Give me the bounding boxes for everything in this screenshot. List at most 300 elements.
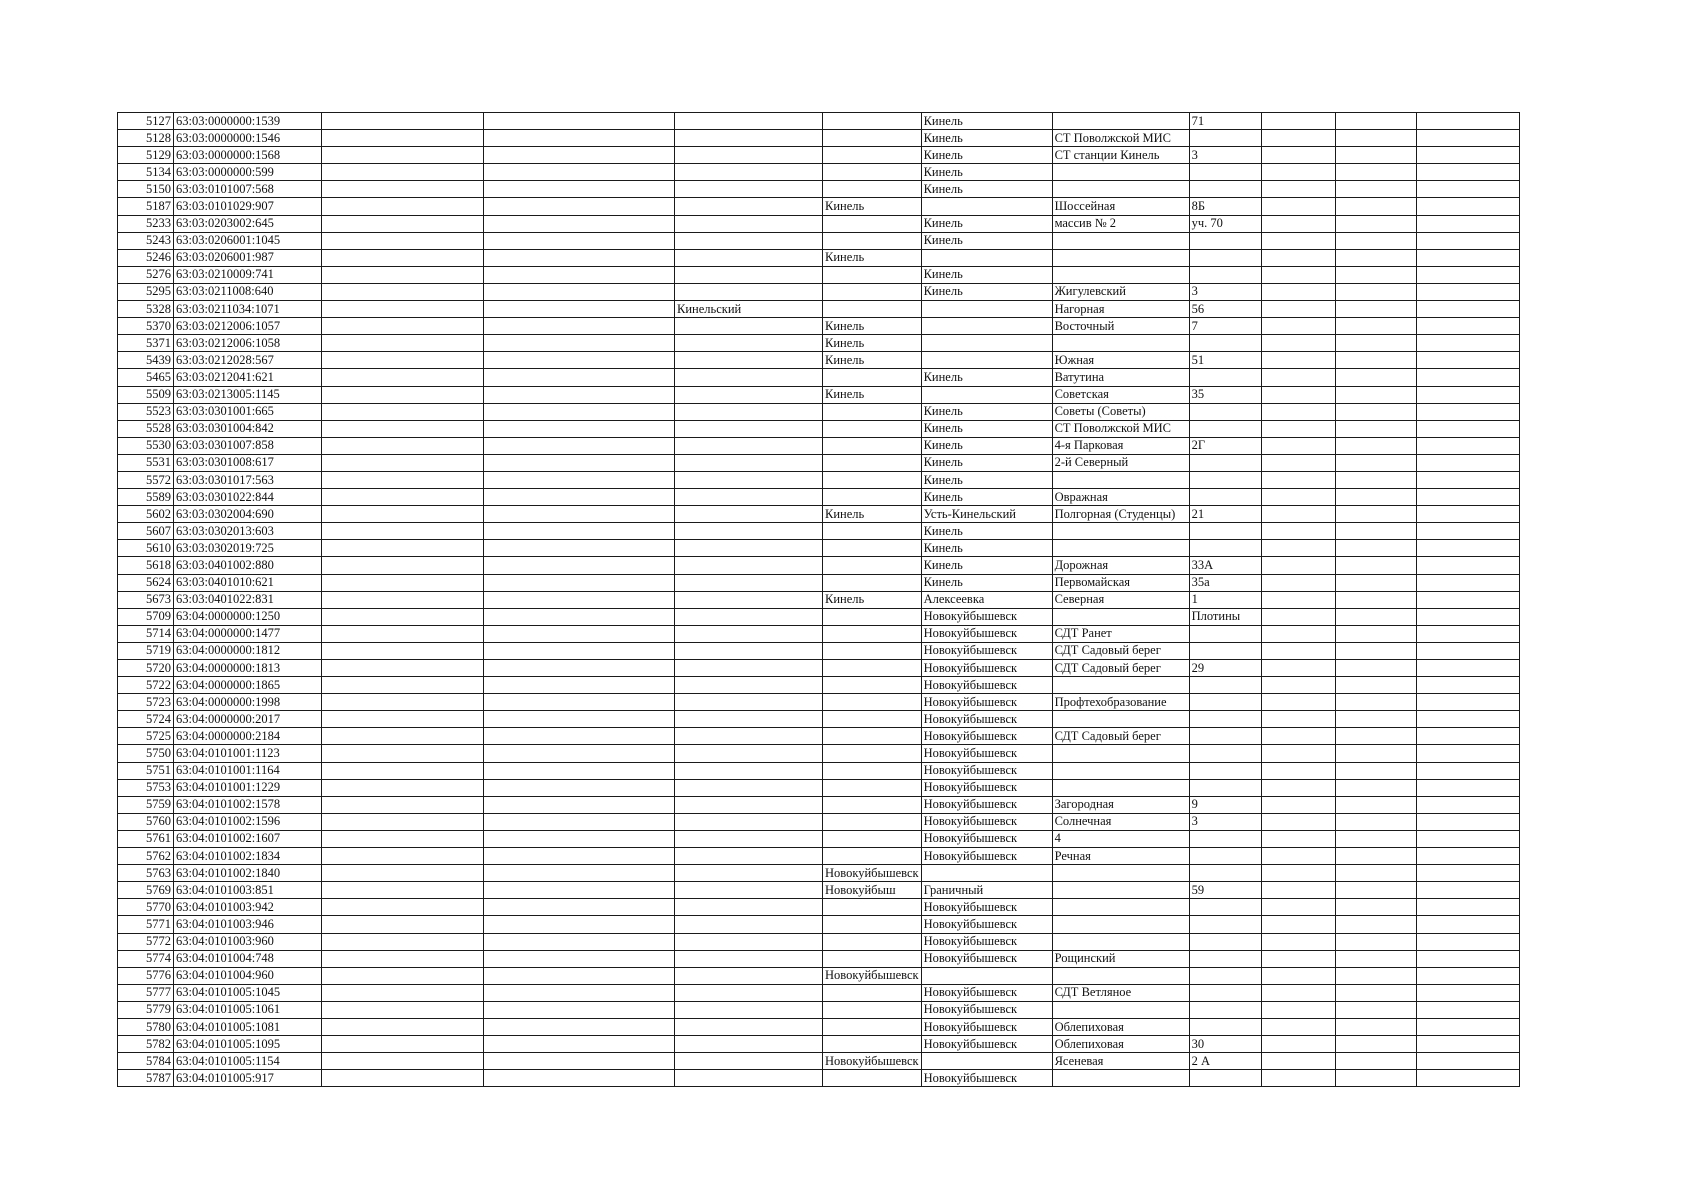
cell-col3 — [322, 420, 484, 437]
cell-house — [1189, 1001, 1261, 1018]
cell-house: 1 — [1189, 591, 1261, 608]
cell-cadastral-number: 63:03:0000000:599 — [174, 164, 322, 181]
cell-cadastral-number: 63:03:0000000:1546 — [174, 130, 322, 147]
cell-street: Овражная — [1052, 489, 1189, 506]
cell-district — [675, 848, 823, 865]
cell-cadastral-number: 63:03:0101029:907 — [174, 198, 322, 215]
cell-district — [675, 950, 823, 967]
cell-locality: Кинель — [921, 215, 1052, 232]
cell-col3 — [322, 1053, 484, 1070]
cell-locality: Новокуйбышевск — [921, 660, 1052, 677]
cell-street — [1052, 1001, 1189, 1018]
cell-row-number: 5770 — [118, 899, 174, 916]
cell-street: Нагорная — [1052, 301, 1189, 318]
cell-col10 — [1261, 557, 1335, 574]
cell-row-number: 5777 — [118, 984, 174, 1001]
cell-street: Солнечная — [1052, 813, 1189, 830]
cell-col4 — [484, 642, 675, 659]
cell-col10 — [1261, 540, 1335, 557]
cell-district — [675, 523, 823, 540]
cell-col3 — [322, 198, 484, 215]
cell-street: Северная — [1052, 591, 1189, 608]
cell-cadastral-number: 63:03:0211008:640 — [174, 283, 322, 300]
cell-col3 — [322, 967, 484, 984]
cell-col4 — [484, 335, 675, 352]
cell-cadastral-number: 63:03:0212006:1058 — [174, 335, 322, 352]
cell-house — [1189, 694, 1261, 711]
cell-row-number: 5371 — [118, 335, 174, 352]
cell-row-number: 5128 — [118, 130, 174, 147]
cell-col3 — [322, 506, 484, 523]
cell-street: Восточный — [1052, 318, 1189, 335]
cell-locality: Новокуйбышевск — [921, 1036, 1052, 1053]
cell-col4 — [484, 813, 675, 830]
cell-col11 — [1335, 249, 1416, 266]
cell-col3 — [322, 471, 484, 488]
cell-col3 — [322, 779, 484, 796]
cell-row-number: 5751 — [118, 762, 174, 779]
cell-col10 — [1261, 335, 1335, 352]
table-row — [118, 1018, 1520, 1035]
cell-col4 — [484, 164, 675, 181]
cell-house — [1189, 779, 1261, 796]
table-row — [118, 1001, 1520, 1018]
cell-city — [823, 164, 922, 181]
cell-col11 — [1335, 642, 1416, 659]
cell-district — [675, 677, 823, 694]
cell-col3 — [322, 745, 484, 762]
cell-col3 — [322, 369, 484, 386]
cell-district — [675, 608, 823, 625]
cell-city — [823, 796, 922, 813]
cell-col11 — [1335, 950, 1416, 967]
cell-col4 — [484, 130, 675, 147]
table-row — [118, 728, 1520, 745]
cell-col11 — [1335, 164, 1416, 181]
cell-locality — [921, 335, 1052, 352]
cell-cadastral-number: 63:03:0301007:858 — [174, 437, 322, 454]
cell-cadastral-number: 63:04:0000000:2184 — [174, 728, 322, 745]
cell-house: 29 — [1189, 660, 1261, 677]
cell-col11 — [1335, 813, 1416, 830]
cell-row-number: 5602 — [118, 506, 174, 523]
cell-col4 — [484, 471, 675, 488]
cell-cadastral-number: 63:04:0101005:1154 — [174, 1053, 322, 1070]
cell-locality: Новокуйбышевск — [921, 694, 1052, 711]
cell-col4 — [484, 181, 675, 198]
cell-city — [823, 711, 922, 728]
cell-locality: Кинель — [921, 523, 1052, 540]
cell-col12 — [1416, 779, 1519, 796]
cell-col11 — [1335, 301, 1416, 318]
cell-col4 — [484, 1001, 675, 1018]
cell-cadastral-number: 63:04:0101004:748 — [174, 950, 322, 967]
cell-col10 — [1261, 950, 1335, 967]
cell-col4 — [484, 266, 675, 283]
cell-col10 — [1261, 386, 1335, 403]
cell-col3 — [322, 728, 484, 745]
cell-col4 — [484, 711, 675, 728]
cell-col4 — [484, 1070, 675, 1087]
cell-street — [1052, 523, 1189, 540]
cell-cadastral-number: 63:04:0101002:1840 — [174, 865, 322, 882]
cell-locality — [921, 1053, 1052, 1070]
cell-street: Шоссейная — [1052, 198, 1189, 215]
cell-col11 — [1335, 471, 1416, 488]
cell-col11 — [1335, 130, 1416, 147]
cell-col11 — [1335, 215, 1416, 232]
cell-cadastral-number: 63:04:0101005:1081 — [174, 1018, 322, 1035]
cell-house — [1189, 984, 1261, 1001]
cell-col10 — [1261, 762, 1335, 779]
cell-col10 — [1261, 232, 1335, 249]
cell-city — [823, 301, 922, 318]
cell-district: Кинельский — [675, 301, 823, 318]
cell-district — [675, 198, 823, 215]
cell-col10 — [1261, 420, 1335, 437]
cell-city — [823, 1001, 922, 1018]
cell-street: массив № 2 — [1052, 215, 1189, 232]
cell-locality: Новокуйбышевск — [921, 762, 1052, 779]
cell-district — [675, 540, 823, 557]
cell-col3 — [322, 848, 484, 865]
cell-col3 — [322, 694, 484, 711]
cell-district — [675, 865, 823, 882]
cell-city — [823, 574, 922, 591]
cell-street — [1052, 608, 1189, 625]
cell-street: СТ станции Кинель — [1052, 147, 1189, 164]
cell-locality: Новокуйбышевск — [921, 813, 1052, 830]
cell-col4 — [484, 848, 675, 865]
cell-locality: Новокуйбышевск — [921, 745, 1052, 762]
table-row — [118, 830, 1520, 847]
cell-col4 — [484, 779, 675, 796]
cell-cadastral-number: 63:04:0101002:1834 — [174, 848, 322, 865]
table-row — [118, 164, 1520, 181]
cell-house — [1189, 181, 1261, 198]
cell-col10 — [1261, 130, 1335, 147]
cell-col4 — [484, 677, 675, 694]
cell-cadastral-number: 63:04:0000000:1812 — [174, 642, 322, 659]
cell-cadastral-number: 63:03:0301004:842 — [174, 420, 322, 437]
cell-row-number: 5530 — [118, 437, 174, 454]
table-row — [118, 865, 1520, 882]
cell-col3 — [322, 335, 484, 352]
cell-row-number: 5784 — [118, 1053, 174, 1070]
cell-street: Загородная — [1052, 796, 1189, 813]
cell-col11 — [1335, 830, 1416, 847]
cell-col4 — [484, 454, 675, 471]
cell-col10 — [1261, 779, 1335, 796]
cell-city — [823, 557, 922, 574]
cell-cadastral-number: 63:03:0401002:880 — [174, 557, 322, 574]
cell-col12 — [1416, 796, 1519, 813]
cell-city — [823, 830, 922, 847]
cell-city: Кинель — [823, 352, 922, 369]
cell-col4 — [484, 113, 675, 130]
cell-street: Ватутина — [1052, 369, 1189, 386]
cell-col11 — [1335, 848, 1416, 865]
cell-street: Дорожная — [1052, 557, 1189, 574]
cell-street: Советская — [1052, 386, 1189, 403]
cell-col11 — [1335, 865, 1416, 882]
cell-row-number: 5150 — [118, 181, 174, 198]
cell-col3 — [322, 181, 484, 198]
cell-col4 — [484, 420, 675, 437]
cell-district — [675, 830, 823, 847]
cell-street — [1052, 1070, 1189, 1087]
cell-cadastral-number: 63:04:0101002:1578 — [174, 796, 322, 813]
cell-row-number: 5246 — [118, 249, 174, 266]
cell-col10 — [1261, 677, 1335, 694]
cell-row-number: 5370 — [118, 318, 174, 335]
cell-locality: Новокуйбышевск — [921, 984, 1052, 1001]
cell-district — [675, 1070, 823, 1087]
table-row — [118, 386, 1520, 403]
cell-row-number: 5714 — [118, 625, 174, 642]
cell-col12 — [1416, 660, 1519, 677]
cell-col11 — [1335, 728, 1416, 745]
cell-col12 — [1416, 403, 1519, 420]
cell-district — [675, 403, 823, 420]
cell-district — [675, 711, 823, 728]
table-row — [118, 283, 1520, 300]
cell-row-number: 5782 — [118, 1036, 174, 1053]
cell-district — [675, 489, 823, 506]
cell-col11 — [1335, 420, 1416, 437]
table-row — [118, 642, 1520, 659]
cell-locality: Новокуйбышевск — [921, 950, 1052, 967]
cell-city — [823, 420, 922, 437]
cell-house — [1189, 489, 1261, 506]
cell-col10 — [1261, 745, 1335, 762]
cell-col11 — [1335, 625, 1416, 642]
cell-col4 — [484, 523, 675, 540]
cell-col3 — [322, 557, 484, 574]
cell-col12 — [1416, 232, 1519, 249]
table-row — [118, 967, 1520, 984]
cell-col3 — [322, 301, 484, 318]
cell-col4 — [484, 557, 675, 574]
cell-col10 — [1261, 1036, 1335, 1053]
cell-col12 — [1416, 1036, 1519, 1053]
cell-row-number: 5276 — [118, 266, 174, 283]
cell-col11 — [1335, 608, 1416, 625]
cell-locality: Новокуйбышевск — [921, 677, 1052, 694]
cell-col3 — [322, 591, 484, 608]
cell-house — [1189, 762, 1261, 779]
table-row — [118, 318, 1520, 335]
cell-house — [1189, 335, 1261, 352]
cell-locality: Кинель — [921, 420, 1052, 437]
cell-street: 4-я Парковая — [1052, 437, 1189, 454]
table-row — [118, 848, 1520, 865]
cell-district — [675, 266, 823, 283]
cell-house — [1189, 950, 1261, 967]
cell-col4 — [484, 591, 675, 608]
cell-row-number: 5243 — [118, 232, 174, 249]
cell-row-number: 5610 — [118, 540, 174, 557]
cell-locality: Новокуйбышевск — [921, 796, 1052, 813]
cell-district — [675, 1001, 823, 1018]
cell-city — [823, 437, 922, 454]
cell-district — [675, 130, 823, 147]
cell-street — [1052, 711, 1189, 728]
cell-house: 56 — [1189, 301, 1261, 318]
cell-col3 — [322, 215, 484, 232]
cell-city: Кинель — [823, 318, 922, 335]
cell-locality: Граничный — [921, 882, 1052, 899]
cell-cadastral-number: 63:04:0101003:960 — [174, 933, 322, 950]
cell-street: Первомайская — [1052, 574, 1189, 591]
cell-col3 — [322, 830, 484, 847]
cell-cadastral-number: 63:03:0203002:645 — [174, 215, 322, 232]
table-row — [118, 745, 1520, 762]
table-row — [118, 232, 1520, 249]
cell-house — [1189, 728, 1261, 745]
cell-col11 — [1335, 369, 1416, 386]
cell-col11 — [1335, 540, 1416, 557]
cell-col12 — [1416, 506, 1519, 523]
cell-district — [675, 335, 823, 352]
cell-street — [1052, 916, 1189, 933]
cell-col10 — [1261, 711, 1335, 728]
cell-col3 — [322, 489, 484, 506]
cell-col11 — [1335, 557, 1416, 574]
cell-cadastral-number: 63:04:0101005:1061 — [174, 1001, 322, 1018]
cell-col12 — [1416, 369, 1519, 386]
cell-locality: Новокуйбышевск — [921, 916, 1052, 933]
cell-col4 — [484, 745, 675, 762]
cell-district — [675, 984, 823, 1001]
cell-col11 — [1335, 677, 1416, 694]
cell-row-number: 5759 — [118, 796, 174, 813]
cell-col12 — [1416, 557, 1519, 574]
cell-col3 — [322, 1001, 484, 1018]
table-row — [118, 420, 1520, 437]
cell-city — [823, 369, 922, 386]
cell-col12 — [1416, 301, 1519, 318]
table-row — [118, 779, 1520, 796]
cell-col4 — [484, 1018, 675, 1035]
cell-cadastral-number: 63:03:0401022:831 — [174, 591, 322, 608]
cell-house — [1189, 540, 1261, 557]
cell-col10 — [1261, 728, 1335, 745]
cell-col11 — [1335, 779, 1416, 796]
table-row — [118, 249, 1520, 266]
cell-row-number: 5531 — [118, 454, 174, 471]
cell-city: Новокуйбышевск — [823, 967, 922, 984]
cell-col3 — [322, 950, 484, 967]
table-row — [118, 352, 1520, 369]
cell-col10 — [1261, 164, 1335, 181]
cell-col4 — [484, 660, 675, 677]
cell-col11 — [1335, 899, 1416, 916]
cell-house: 35а — [1189, 574, 1261, 591]
table-row — [118, 694, 1520, 711]
cell-col12 — [1416, 1053, 1519, 1070]
cell-cadastral-number: 63:04:0101001:1164 — [174, 762, 322, 779]
table-row — [118, 471, 1520, 488]
cell-locality — [921, 865, 1052, 882]
cell-row-number: 5760 — [118, 813, 174, 830]
cell-city — [823, 454, 922, 471]
cell-col4 — [484, 950, 675, 967]
cell-row-number: 5607 — [118, 523, 174, 540]
cell-cadastral-number: 63:03:0213005:1145 — [174, 386, 322, 403]
cell-col12 — [1416, 454, 1519, 471]
table-row — [118, 266, 1520, 283]
cell-row-number: 5787 — [118, 1070, 174, 1087]
cell-cadastral-number: 63:03:0212006:1057 — [174, 318, 322, 335]
cell-locality: Кинель — [921, 266, 1052, 283]
cell-house — [1189, 865, 1261, 882]
cell-locality — [921, 198, 1052, 215]
cell-col10 — [1261, 796, 1335, 813]
cell-col4 — [484, 437, 675, 454]
cell-row-number: 5187 — [118, 198, 174, 215]
table-row — [118, 369, 1520, 386]
cell-district — [675, 1053, 823, 1070]
cell-col3 — [322, 523, 484, 540]
cell-house — [1189, 848, 1261, 865]
cell-col10 — [1261, 403, 1335, 420]
cell-district — [675, 660, 823, 677]
table-row — [118, 984, 1520, 1001]
cell-col12 — [1416, 1018, 1519, 1035]
cell-col4 — [484, 386, 675, 403]
cell-col12 — [1416, 437, 1519, 454]
cell-col11 — [1335, 591, 1416, 608]
cell-cadastral-number: 63:04:0101003:942 — [174, 899, 322, 916]
cell-col12 — [1416, 745, 1519, 762]
cell-col12 — [1416, 318, 1519, 335]
cell-col12 — [1416, 335, 1519, 352]
cell-house — [1189, 249, 1261, 266]
cell-locality: Кинель — [921, 454, 1052, 471]
table-row — [118, 198, 1520, 215]
cell-locality: Новокуйбышевск — [921, 1070, 1052, 1087]
cell-col12 — [1416, 523, 1519, 540]
cell-col3 — [322, 540, 484, 557]
cell-col4 — [484, 489, 675, 506]
cell-cadastral-number: 63:03:0302019:725 — [174, 540, 322, 557]
cell-cadastral-number: 63:04:0101002:1607 — [174, 830, 322, 847]
cell-col11 — [1335, 489, 1416, 506]
cell-cadastral-number: 63:04:0000000:1813 — [174, 660, 322, 677]
cell-col12 — [1416, 950, 1519, 967]
cell-locality: Кинель — [921, 130, 1052, 147]
cell-col3 — [322, 232, 484, 249]
cell-city — [823, 523, 922, 540]
cell-city — [823, 728, 922, 745]
cell-col4 — [484, 1053, 675, 1070]
cell-city: Новокуйбышевск — [823, 1053, 922, 1070]
cell-district — [675, 813, 823, 830]
cell-row-number: 5509 — [118, 386, 174, 403]
cell-locality: Усть-Кинельский — [921, 506, 1052, 523]
cell-cadastral-number: 63:04:0101005:1095 — [174, 1036, 322, 1053]
cell-locality: Кинель — [921, 283, 1052, 300]
cell-city — [823, 899, 922, 916]
cell-cadastral-number: 63:04:0101001:1123 — [174, 745, 322, 762]
cell-cadastral-number: 63:03:0000000:1539 — [174, 113, 322, 130]
cell-street — [1052, 113, 1189, 130]
cell-house: 33А — [1189, 557, 1261, 574]
cell-col12 — [1416, 266, 1519, 283]
cell-street: Облепиховая — [1052, 1036, 1189, 1053]
cell-col11 — [1335, 745, 1416, 762]
